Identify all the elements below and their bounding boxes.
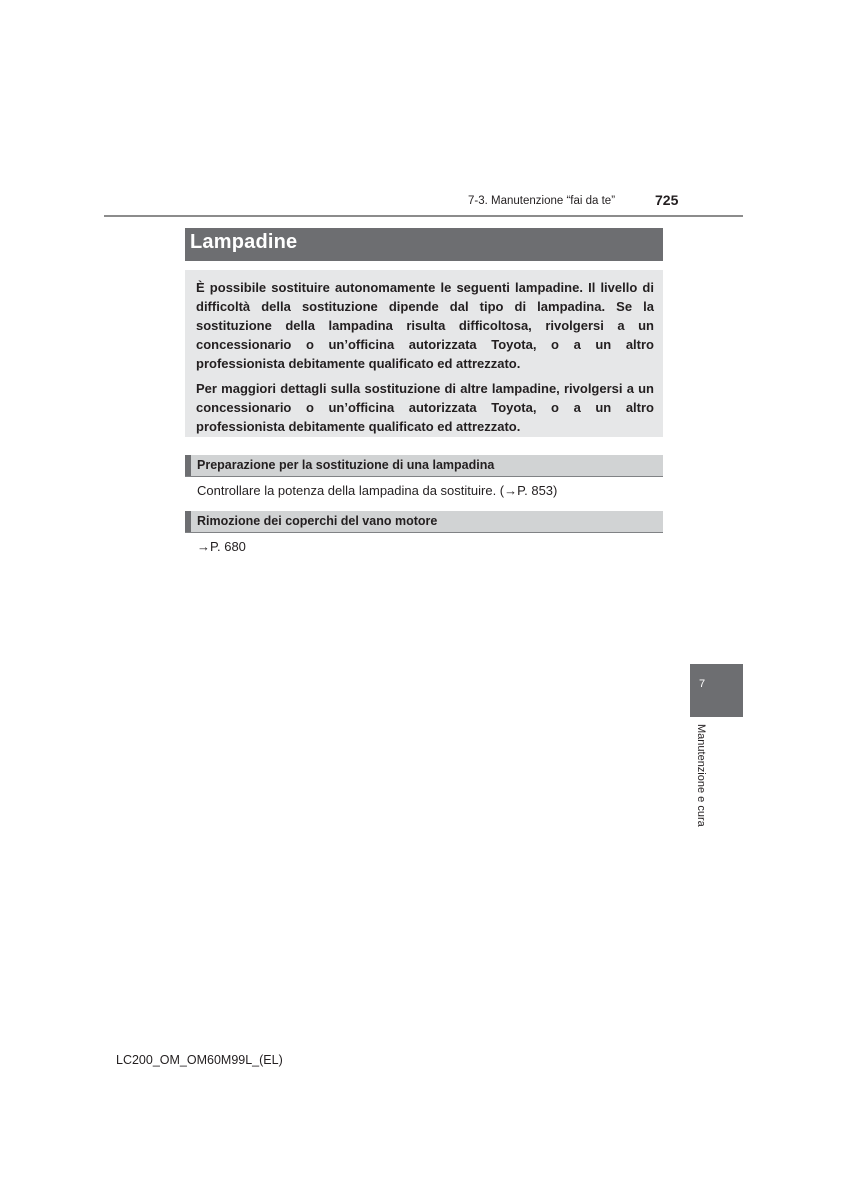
section-body: →P. 680 <box>197 539 246 554</box>
intro-box <box>185 270 663 437</box>
section-header <box>185 511 663 533</box>
section-body: Controllare la potenza della lampadina da sostituire. (→P. 853) <box>197 483 558 498</box>
section-heading: Preparazione per la sostituzione di una lampadina <box>197 458 495 472</box>
section-heading: Rimozione dei coperchi del vano motore <box>197 514 438 528</box>
section-accent <box>185 511 191 532</box>
intro-paragraph: È possibile sostituire autonomamente le seguenti lampadine. Il livello di difficoltà della sostituzione dipende dal tipo di lampadina. Se la sostituzione della lampadina risulta difficoltosa, rivolgersi a un concessionario o un’officina autorizzata Toyota, o a un altro professionista debitamente qualificato ed attrezzato. <box>196 280 654 371</box>
header-section-title: 7-3. Manutenzione “fai da te” <box>468 195 616 207</box>
chapter-tab <box>690 664 743 717</box>
page-title: Lampadine <box>190 231 298 253</box>
header-divider <box>104 215 743 217</box>
title-bar <box>185 228 663 261</box>
page-number: 725 <box>655 192 679 208</box>
chapter-number: 7 <box>699 678 706 690</box>
intro-paragraph: Per maggiori dettagli sulla sostituzione di altre lampadine, rivolgersi a un concessionario o un’officina autorizzata Toyota, o a un altro professionista debitamente qualificato ed attrezzato. <box>196 381 654 434</box>
section-accent <box>185 455 191 476</box>
section-header <box>185 455 663 477</box>
chapter-label: Manutenzione e cura <box>695 724 707 827</box>
footer-code: LC200_OM_OM60M99L_(EL) <box>116 1053 283 1067</box>
